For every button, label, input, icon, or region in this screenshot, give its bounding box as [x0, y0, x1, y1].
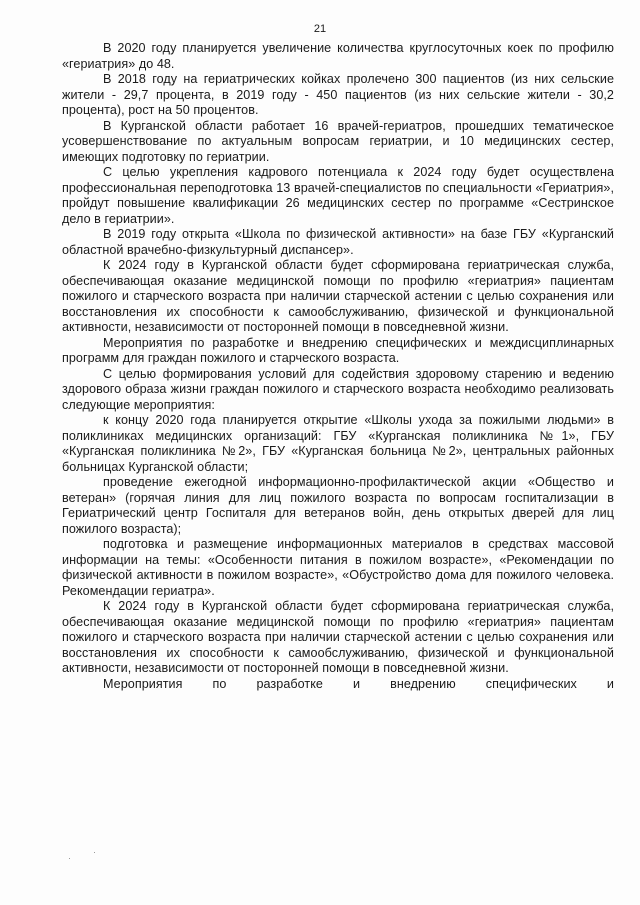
paragraph: В 2020 году планируется увеличение количества круглосуточных коек по профилю «гериатрия» до 48. — [62, 41, 614, 71]
paragraph: Мероприятия по разработке и внедрению специфических и междисциплинарных программ для граждан пожилого и старческого возраста. — [62, 335, 614, 365]
paragraph-continued: Мероприятия по разработке и внедрению специфических и — [103, 676, 614, 691]
paragraph: В Курганской области работает 16 врачей-гериатров, прошедших тематическое усовершенствование по актуальным вопросам гериатрии, и 10 медицинских сестер, имеющих подготовку по гериатрии. — [62, 118, 614, 164]
paragraph: В 2019 году открыта «Школа по физической активности» на базе ГБУ «Курганский областной врачебно-физкультурный диспансер». — [62, 227, 614, 257]
page-number: 21 — [313, 23, 327, 35]
paragraph: К 2024 году в Курганской области будет сформирована гериатрическая служба, обеспечивающая оказание медицинской помощи по профилю «гериатрия» пациентам пожилого и старческого возраста при наличии старческой астении с целью сохранения или восстановления их способности к самообслуживанию, физической и функциональной активности, независимости от посторонней помощи в повседневной жизни. — [62, 258, 614, 334]
scan-speck — [69, 858, 70, 859]
paragraph: к концу 2020 года планируется открытие «Школы ухода за пожилыми людьми» в поликлиниках медицинских организаций: ГБУ «Курганская поликлиника №1», ГБУ «Курганская поликлиника №2», ГБУ «Курганская больница №2», центральных районных больницах Курганской области; — [62, 413, 614, 474]
scan-speck — [94, 852, 95, 853]
paragraph: подготовка и размещение информационных материалов в средствах массовой информации на темы: «Особенности питания в пожилом возрасте», «Рекомендации по физической активности в пожилом возрасте», «Обустройство дома для пожилого человека. Рекомендации гериатра». — [62, 537, 614, 598]
paragraph: проведение ежегодной информационно-профилактической акции «Общество и ветеран» (горячая линия для лиц пожилого возраста по вопросам госпитализации в Гериатрический центр Госпиталя для ветеранов войн, день открытых дверей для лиц пожилого возраста); — [62, 475, 614, 536]
paragraph: С целью укрепления кадрового потенциала к 2024 году будет осуществлена профессиональная переподготовка 13 врачей-специалистов по специальности «Гериатрия», пройдут повышение квалификации 26 медицинских сестер по программе «Сестринское дело в гериатрии». — [62, 165, 614, 226]
paragraph: С целью формирования условий для содействия здоровому старению и ведению здорового образа жизни граждан пожилого и старческого возраста необходимо реализовать следующие мероприятия: — [62, 366, 614, 412]
paragraph: К 2024 году в Курганской области будет сформирована гериатрическая служба, обеспечивающая оказание медицинской помощи по профилю «гериатрия» пациентам пожилого и старческого возраста при наличии старческой астении с целью сохранения или восстановления их способности к самообслуживанию, физической и функциональной активности, независимости от посторонней помощи в повседневной жизни. — [62, 599, 614, 675]
paragraph: В 2018 году на гериатрических койках пролечено 300 пациентов (из них сельские жители - 29,7 процента, в 2019 году - 450 пациентов (из них сельские жители - 30,2 процента), рост на 50 процентов. — [62, 72, 614, 117]
document-body — [62, 41, 614, 692]
